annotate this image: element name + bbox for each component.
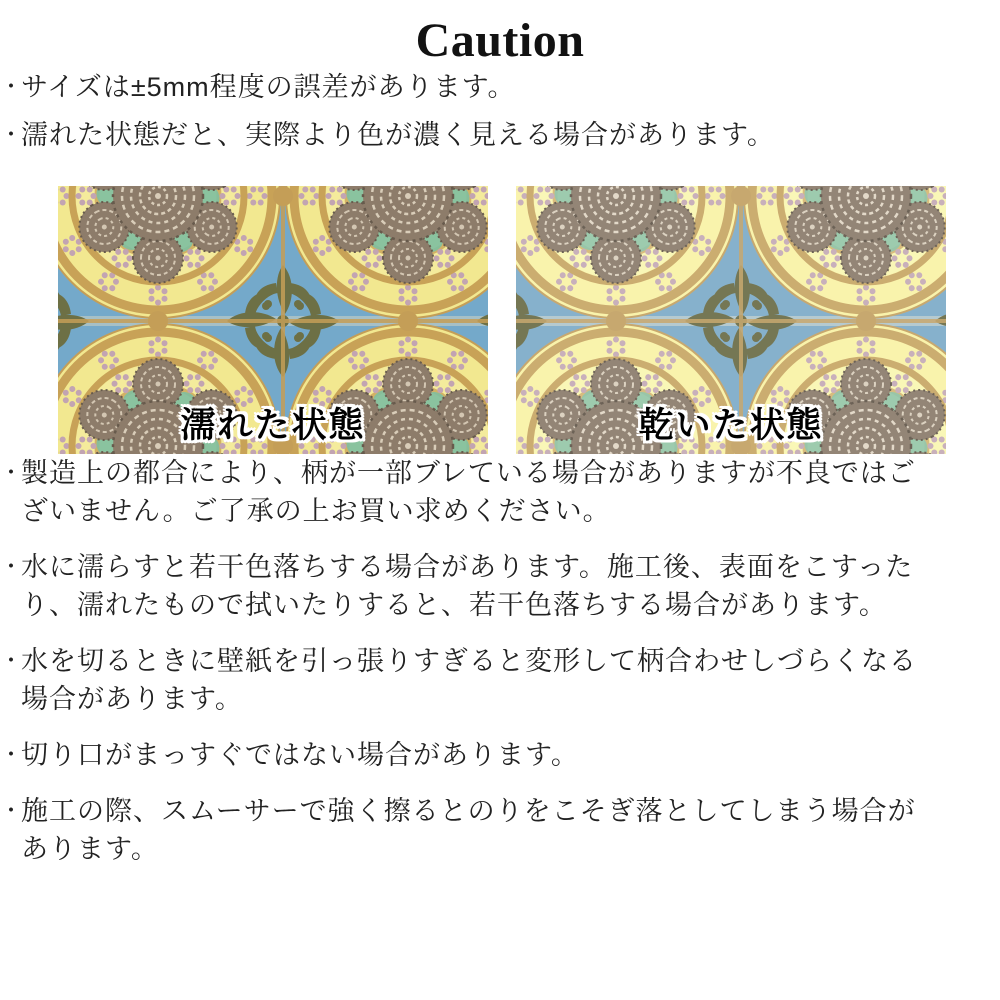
note-text: 水を切るときに壁紙を引っ張りすぎると変形して柄合わせしづらくなる場合があります。 [21, 646, 917, 714]
bullet-icon: ・ [0, 74, 24, 99]
dry-state-label: 乾いた状態 [638, 406, 824, 445]
note-size-tolerance [0, 68, 930, 106]
bullet-icon: ・ [0, 648, 24, 673]
note-pattern-shift [0, 454, 930, 530]
bullet-icon: ・ [0, 798, 24, 823]
note-text: 施工の際、スムーサーで強く擦るとのりをこそぎ落としてしまう場合があります。 [21, 796, 916, 864]
bullet-icon: ・ [0, 554, 24, 579]
note-text: 濡れた状態だと、実際より色が濃く見える場合があります。 [21, 120, 775, 150]
bullet-icon: ・ [0, 742, 24, 767]
bullet-icon: ・ [0, 122, 24, 147]
note-text: サイズは±5mm程度の誤差があります。 [21, 72, 516, 102]
bullet-icon: ・ [0, 460, 24, 485]
note-text: 切り口がまっすぐではない場合があります。 [21, 740, 579, 770]
notes-bottom-list [0, 454, 930, 868]
wet-state-label: 濡れた状態 [180, 406, 366, 445]
note-stretch-deform [0, 642, 930, 718]
note-wet-color [0, 116, 930, 154]
note-cut-edge [0, 736, 930, 774]
note-smoother-glue [0, 792, 930, 868]
note-text: 製造上の都合により、柄が一部ブレている場合がありますが不良ではございません。ご了承の上お買い求めください。 [21, 458, 916, 526]
sample-image-wet [58, 186, 488, 454]
sample-images-row [58, 186, 1000, 454]
note-color-fade [0, 548, 930, 624]
sample-image-dry [516, 186, 946, 454]
note-text: 水に濡らすと若干色落ちする場合があります。施工後、表面をこすったり、濡れたもので拭いたりすると、若干色落ちする場合があります。 [21, 552, 914, 620]
notes-top-list [0, 68, 930, 154]
page-title: Caution [415, 14, 585, 67]
